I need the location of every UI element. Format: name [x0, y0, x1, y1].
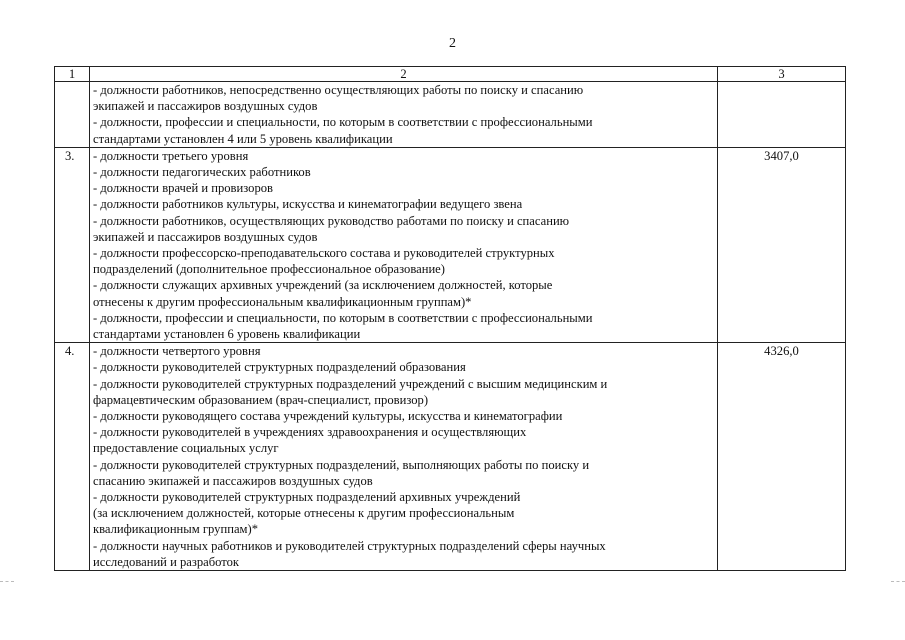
description-line: экипажей и пассажиров воздушных судов: [93, 229, 318, 244]
row-value: 4326,0: [718, 343, 846, 571]
description-line: предоставление социальных услуг: [93, 441, 279, 456]
description-line: - должности научных работников и руководителей структурных подразделений сферы научных: [93, 538, 606, 553]
description-line: - должности руководящего состава учреждений культуры, искусства и кинематографии: [93, 409, 563, 424]
header-col-1: 1: [55, 67, 90, 82]
description-line: - должности руководителей структурных подразделений учреждений с высшим медицинским и: [93, 376, 608, 391]
description-line: фармацевтическим образованием (врач-специалист, провизор): [93, 392, 429, 407]
description-line: - должности руководителей в учреждениях здравоохранения и осуществляющих: [93, 425, 527, 440]
description-line: квалификационным группам)*: [93, 522, 258, 537]
page-number: 2: [449, 36, 456, 51]
scan-edge-mark: [891, 581, 905, 582]
table-row: [55, 82, 846, 148]
description-line: исследований и разработок: [93, 554, 239, 569]
description-line: - должности работников, осуществляющих руководство работами по поиску и спасанию: [93, 213, 570, 228]
description-line: (за исключением должностей, которые отнесены к другим профессиональным: [93, 506, 515, 521]
description-line: - должности руководителей структурных подразделений, выполняющих работы по поиску и: [93, 457, 590, 472]
description-line: стандартами установлен 6 уровень квалификации: [93, 327, 361, 342]
description-line: - должности работников культуры, искусства и кинематографии ведущего звена: [93, 197, 523, 212]
table-row: [55, 343, 846, 571]
row-value: 3407,0: [718, 147, 846, 342]
description-line: отнесены к другим профессиональным квалификационным группам)*: [93, 294, 472, 309]
description-line: - должности педагогических работников: [93, 165, 311, 180]
table-row: [55, 147, 846, 342]
header-col-3: 3: [718, 67, 846, 82]
scan-edge-mark: [0, 581, 14, 582]
description-line: - должности работников, непосредственно осуществляющих работы по поиску и спасанию: [93, 83, 584, 97]
description-line: - должности руководителей структурных подразделений архивных учреждений: [93, 490, 521, 505]
description-line: экипажей и пассажиров воздушных судов: [93, 99, 318, 114]
row-number: 4.: [55, 343, 90, 571]
description-line: - должности служащих архивных учреждений (за исключением должностей, которые: [93, 278, 553, 293]
description-line: - должности врачей и провизоров: [93, 181, 273, 196]
description-line: - должности третьего уровня: [93, 148, 249, 163]
description-line: - должности, профессии и специальности, по которым в соответствии с профессиональными: [93, 310, 593, 325]
row-description: [90, 147, 718, 342]
row-description: [90, 343, 718, 571]
description-line: - должности, профессии и специальности, по которым в соответствии с профессиональными: [93, 115, 593, 130]
document-table: [54, 66, 846, 571]
table-header-row: [55, 67, 846, 82]
description-line: - должности профессорско-преподавательского состава и руководителей структурных: [93, 246, 555, 261]
row-number: [55, 82, 90, 148]
row-value: [718, 82, 846, 148]
header-col-2: 2: [90, 67, 718, 82]
row-description: [90, 82, 718, 148]
row-number: 3.: [55, 147, 90, 342]
description-line: подразделений (дополнительное профессиональное образование): [93, 262, 445, 277]
description-line: - должности руководителей структурных подразделений образования: [93, 360, 466, 375]
description-line: стандартами установлен 4 или 5 уровень квалификации: [93, 131, 393, 146]
description-line: спасанию экипажей и пассажиров воздушных судов: [93, 473, 373, 488]
description-line: - должности четвертого уровня: [93, 344, 261, 359]
